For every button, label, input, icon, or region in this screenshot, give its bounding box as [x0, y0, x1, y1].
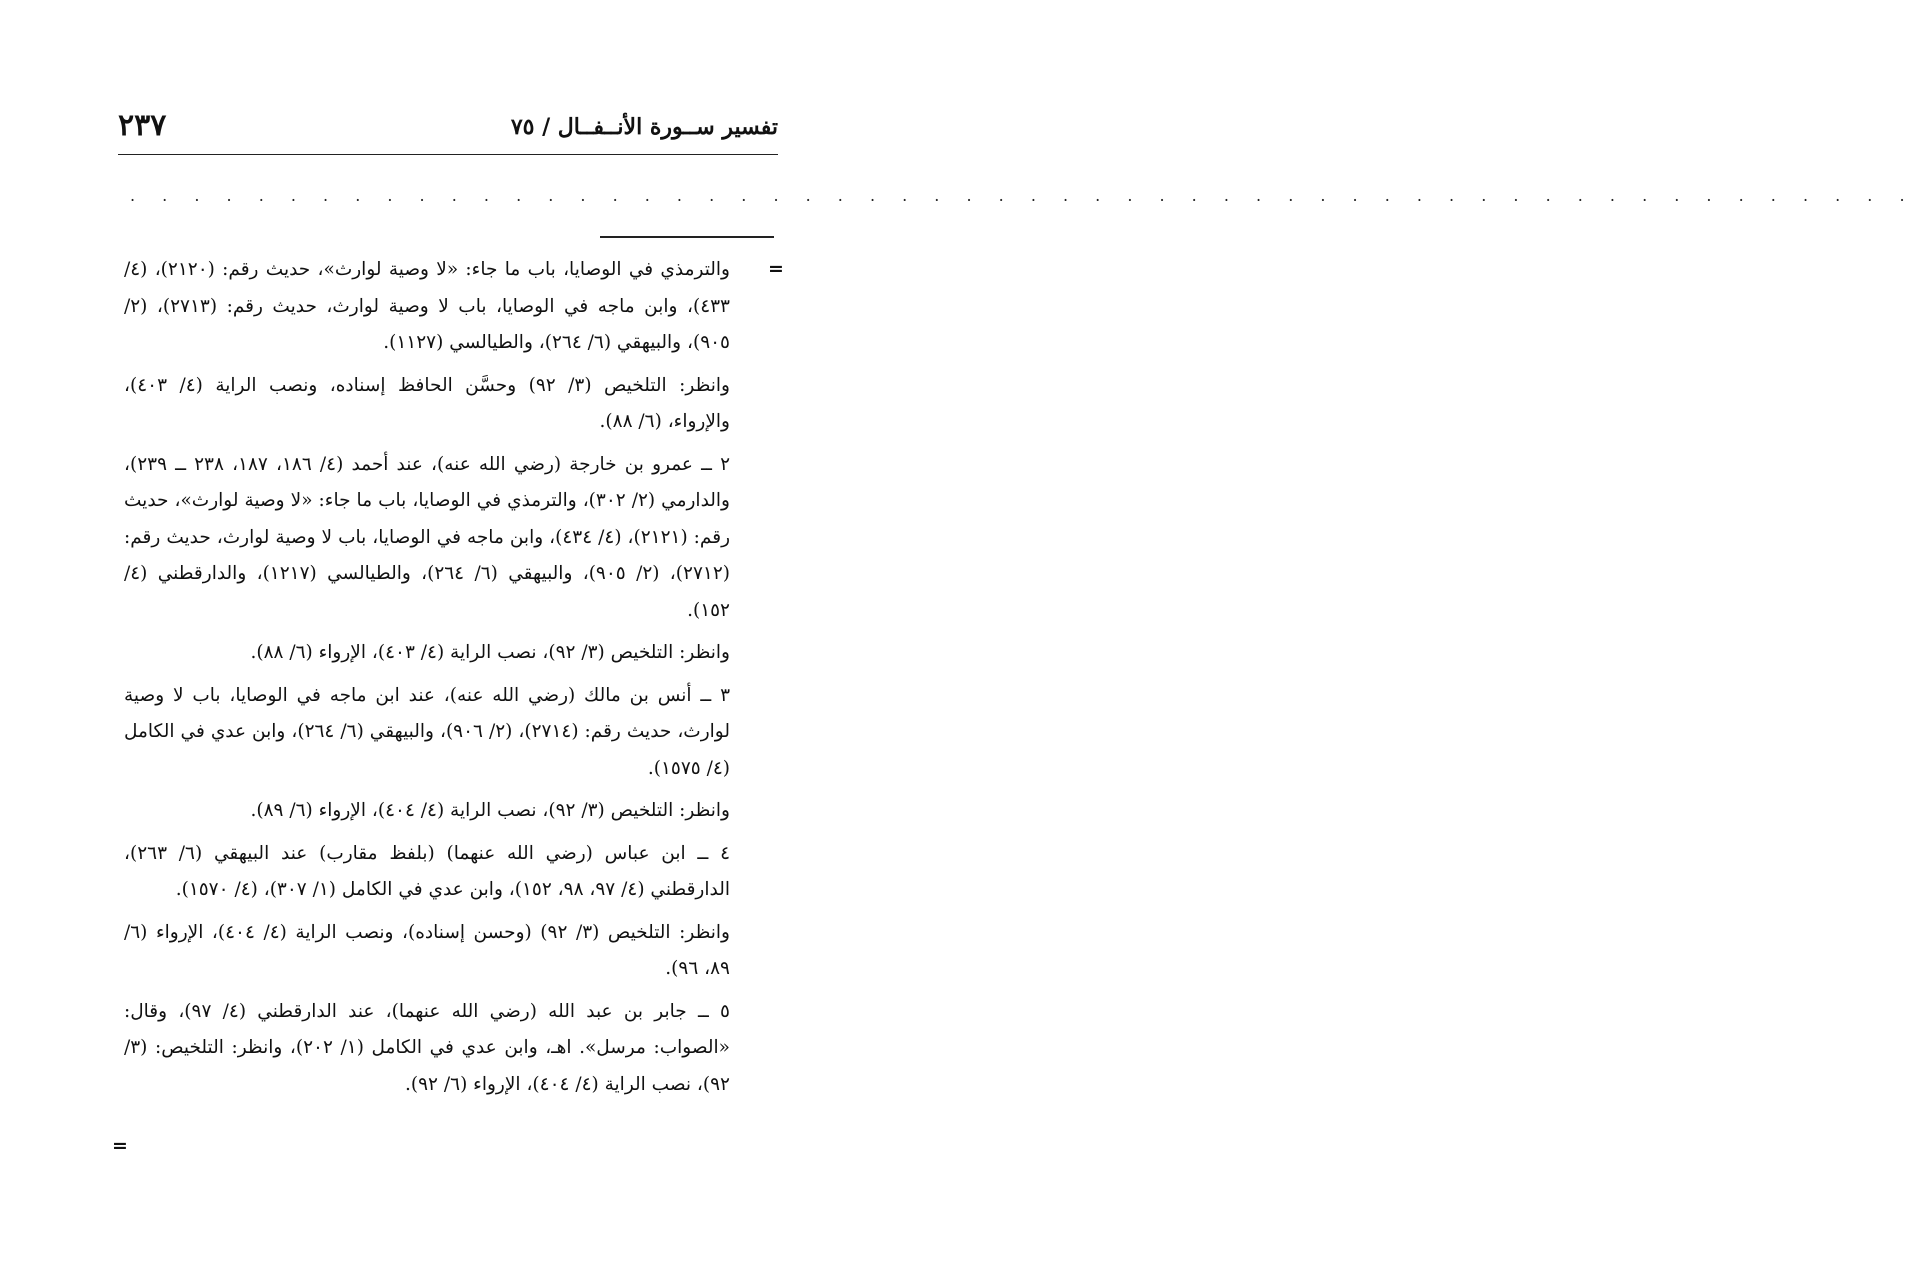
- footnote-paragraph: ٥ ــ جابر بن عبد الله (رضي الله عنهما)، عند الدارقطني (٤/ ٩٧)، وقال: «الصواب: مرسل». اهـ، وابن عدي في الكامل (١/ ٢٠٢)، وانظر: التلخيص: (٣/ ٩٢)، نصب الراية (٤/ ٤٠٤)، الإرواء (٦/ ٩٢).: [124, 1000, 730, 1095]
- footnote-paragraph: وانظر: التلخيص (٣/ ٩٢)، نصب الراية (٤/ ٤٠٣)، الإرواء (٦/ ٨٨).: [250, 642, 730, 663]
- running-header: [118, 108, 778, 152]
- footnote-paragraph: وانظر: التلخيص (٣/ ٩٢) وحسَّن الحافظ إسناده، ونصب الراية (٤/ ٤٠٣)، والإرواء، (٦/ ٨٨).: [124, 374, 730, 432]
- continued-marker: =: [768, 258, 784, 280]
- footnote-paragraph: ٤ ــ ابن عباس (رضي الله عنهما) (بلفظ مقارب) عند البيهقي (٦/ ٢٦٣)، الدارقطني (٤/ ٩٧، ٩٨، ١٥٢)، وابن عدي في الكامل (١/ ٣٠٧)، (٤/ ١٥٧٠).: [124, 842, 730, 900]
- footnote-paragraph: وانظر: التلخيص (٣/ ٩٢) (وحسن إسناده)، ونصب الراية (٤/ ٤٠٤)، الإرواء (٦/ ٨٩، ٩٦).: [124, 921, 730, 979]
- footnote-paragraph: وانظر: التلخيص (٣/ ٩٢)، نصب الراية (٤/ ٤٠٤)، الإرواء (٦/ ٨٩).: [250, 800, 730, 821]
- continues-marker: =: [112, 1135, 128, 1157]
- running-title: تفسير ســورة الأنــفــال / ٧٥: [510, 114, 778, 140]
- footnote-body: [124, 252, 730, 1109]
- footnote-paragraph: ٢ ــ عمرو بن خارجة (رضي الله عنه)، عند أحمد (٤/ ١٨٦، ١٨٧، ٢٣٨ ــ ٢٣٩)، والدارمي (٢/ ٣٠٢)، والترمذي في الوصايا، باب ما جاء: «لا وصية لوارث»، حديث رقم: (٢١٢١)، (٤/ ٤٣٤)، وابن ماجه في الوصايا، باب لا وصية لوارث، حديث رقم: (٢٧١٢)، (٢/ ٩٠٥)، والبيهقي (٦/ ٢٦٤)، والطيالسي (١٢١٧)، والدارقطني (٤/ ١٥٢).: [124, 453, 730, 621]
- footnote-paragraph: ٣ ــ أنس بن مالك (رضي الله عنه)، عند ابن ماجه في الوصايا، باب لا وصية لوارث، حديث رقم: (٢٧١٤)، (٢/ ٩٠٦)، والبيهقي (٦/ ٢٦٤)، وابن عدي في الكامل (٤/ ١٥٧٥).: [124, 684, 730, 779]
- footnote-rule: [600, 236, 774, 238]
- page-number: ٢٣٧: [118, 108, 167, 143]
- separator-dots: . . . . . . . . . . . . . . . . . . . . . . . . . . . . . . . . . . . . . . . . . . . . . . . . . . . . . . . .: [130, 186, 1916, 205]
- header-rule: [118, 154, 778, 155]
- footnote-paragraph: والترمذي في الوصايا، باب ما جاء: «لا وصية لوارث»، حديث رقم: (٢١٢٠)، (٤/ ٤٣٣)، وابن ماجه في الوصايا، باب لا وصية لوارث، حديث رقم: (٢٧١٣)، (٢/ ٩٠٥)، والبيهقي (٦/ ٢٦٤)، والطيالسي (١١٢٧).: [124, 259, 730, 353]
